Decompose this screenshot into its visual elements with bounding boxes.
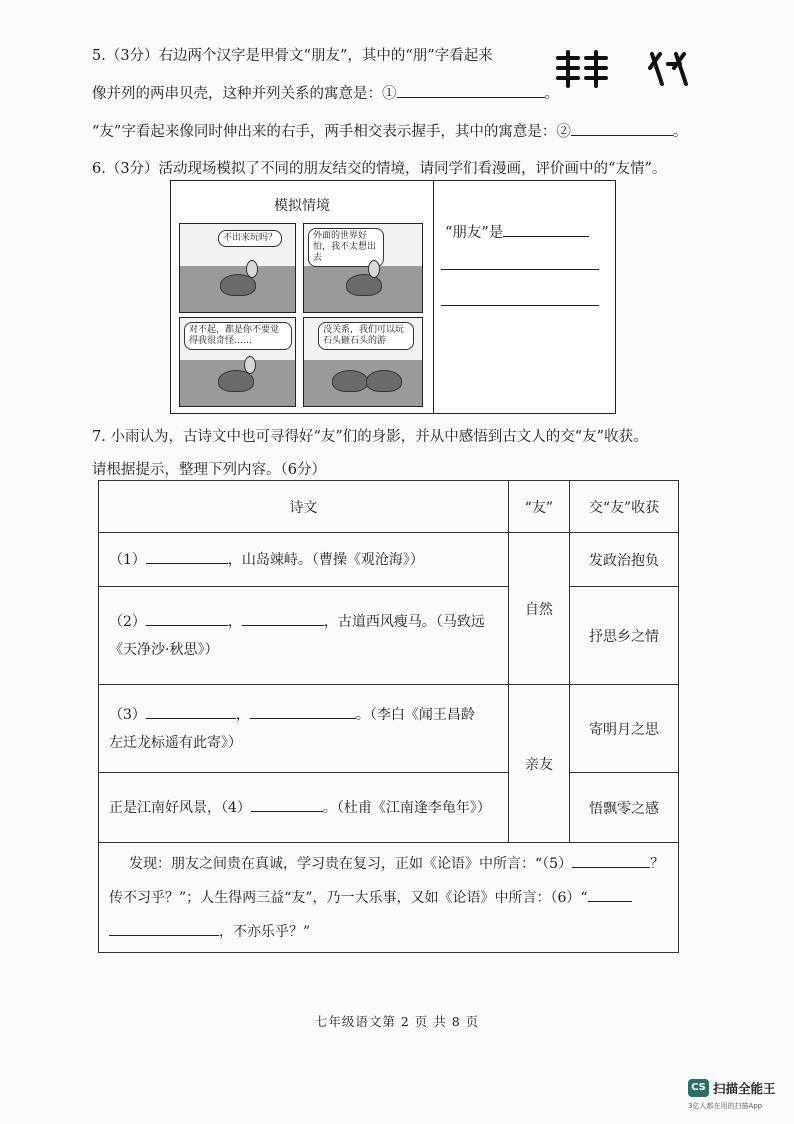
comic-panel-4 [303, 317, 423, 407]
table-row [99, 685, 679, 773]
gain-3: 寄明月之思 [570, 685, 679, 773]
finding-q: ？ [650, 855, 665, 872]
scanner-logo-icon: CS [688, 1079, 709, 1097]
answer-blank-t3a[interactable] [146, 704, 236, 719]
q5-line1: 5.（3分）右边两个汉字是甲骨文“朋友”，其中的“朋”字看起来 [92, 48, 493, 64]
turtle-head-icon [368, 260, 380, 278]
poem-text-2: ，古道西风瘦马。（马致远 [323, 613, 485, 630]
poem-source-3: 左迁龙标遥有此寄》） [109, 734, 242, 751]
poem-cell-4 [99, 773, 509, 843]
speech-bubble-4: 没关系，我们可以玩石头砸石头的游 [318, 322, 414, 350]
turtle-head-icon [244, 356, 256, 374]
answer-blank-t4[interactable] [251, 797, 323, 812]
q6-answer-label [445, 221, 589, 242]
speech-bubble-2: 外面的世界好怕，我不太想出去 [308, 228, 384, 267]
table-row [99, 587, 679, 685]
q5-line3-text: “友”字看起来像同时伸出来的右手，两手相交表示握手，其中的寓意是：② [92, 124, 571, 140]
answer-blank-6a[interactable] [588, 887, 632, 902]
blank-label-2: （2） [109, 613, 146, 630]
finding-text-1: 发现：朋友之间贵在真诚，学习贵在复习，正如《论语》中所言：“（5） [129, 855, 573, 872]
q6-text: 6.（3分）活动现场模拟了不同的朋友结交的情境，请同学们看漫画，评价画中的“友情”。 [92, 161, 667, 177]
answer-blank-t2a[interactable] [146, 611, 228, 626]
blank-label-3: （3） [109, 706, 146, 723]
q6-answer-prefix: “朋友”是 [445, 225, 504, 241]
comma: ， [235, 706, 250, 723]
poem-source-2: 《天净沙·秋思》） [109, 641, 219, 658]
turtle-shell-icon [332, 370, 368, 392]
answer-blank-t3b[interactable] [250, 704, 356, 719]
gain-1: 发政治抱负 [570, 533, 679, 587]
header-gain: 交“友”收获 [570, 481, 679, 533]
group-kin-label: 亲友 [524, 756, 553, 773]
q5-line3 [92, 120, 687, 141]
poem-text-1: ，山岛竦峙。（曹操《观沧海》） [227, 551, 424, 568]
comic-title: 模拟情境 [274, 198, 330, 214]
turtle-shell-icon [346, 274, 382, 296]
blank-label-1: （1） [109, 551, 146, 568]
finding-cell [99, 843, 679, 953]
gain-2: 抒思乡之情 [570, 587, 679, 685]
q5-line2 [92, 82, 559, 103]
poem-cell-1 [99, 533, 509, 587]
group-kin [508, 685, 569, 843]
q7-line2: 请根据提示，整理下列内容。（6分） [92, 462, 326, 478]
poem-cell-2 [99, 587, 509, 685]
header-poem: 诗文 [99, 481, 509, 533]
answer-blank-6b[interactable] [109, 921, 219, 936]
finding-text-2: 传不习乎？”；人生得两三益“友”，乃一大乐事，又如《论语》中所言：（6）“ [109, 889, 588, 906]
poem-text-3: 。（李白《闻王昌龄 [355, 706, 475, 723]
answer-blank-q6-1[interactable] [503, 222, 589, 237]
poem-cell-3 [99, 685, 509, 773]
q5-line2-text: 像并列的两串贝壳，这种并列关系的寓意是：① [92, 86, 397, 102]
speech-bubble-1: 不出来玩吗？ [218, 230, 282, 247]
q5-line3-end: 。 [672, 124, 688, 140]
comic-panel-3 [179, 317, 296, 407]
poem-text-4b: 。（杜甫《江南逢李龟年》） [322, 799, 491, 816]
scanner-name: 扫描全能王 [713, 1081, 776, 1096]
page-footer: 七年级语文第 2 页 共 8 页 [314, 1014, 480, 1029]
scanner-tagline: 3亿人都在用的扫描App [688, 1102, 763, 1110]
comic-panel-1 [179, 223, 296, 313]
comic-panel-2 [303, 223, 423, 313]
answer-blank-q6-2[interactable] [441, 269, 599, 270]
answer-blank-q6-3[interactable] [441, 305, 599, 306]
group-nature [508, 533, 569, 685]
answer-blank-1[interactable] [397, 83, 545, 98]
finding-text-3: ，不亦乐乎？” [219, 923, 311, 940]
turtle-shell-icon [366, 370, 402, 392]
poem-table [98, 480, 679, 953]
answer-blank-t2b[interactable] [242, 611, 324, 626]
gain-4: 悟飘零之感 [570, 773, 679, 843]
table-header-row [99, 481, 679, 533]
table-row [99, 773, 679, 843]
oracle-bone-glyphs-image [550, 44, 700, 94]
table-row [99, 533, 679, 587]
turtle-head-icon [246, 260, 258, 278]
comic-panels [171, 181, 434, 413]
table-finding-row [99, 843, 679, 953]
answer-blank-2[interactable] [571, 121, 673, 136]
q7-line1: 7. 小雨认为，古诗文中也可寻得好“友”们的身影，并从中感悟到古文人的交“友”收获。 [92, 429, 648, 445]
q5-line2-end: 。 [544, 86, 559, 102]
comic-box [170, 180, 616, 414]
speech-bubble-3: 对不起，都是你不要觉得我很奇怪…… [184, 322, 292, 350]
comma: ， [227, 613, 242, 630]
answer-blank-t1[interactable] [146, 549, 228, 564]
poem-text-4a: 正是江南好风景，（4） [109, 799, 251, 816]
answer-blank-5[interactable] [572, 853, 650, 868]
header-friend: “友” [508, 481, 569, 533]
group-nature-label: 自然 [524, 601, 553, 618]
